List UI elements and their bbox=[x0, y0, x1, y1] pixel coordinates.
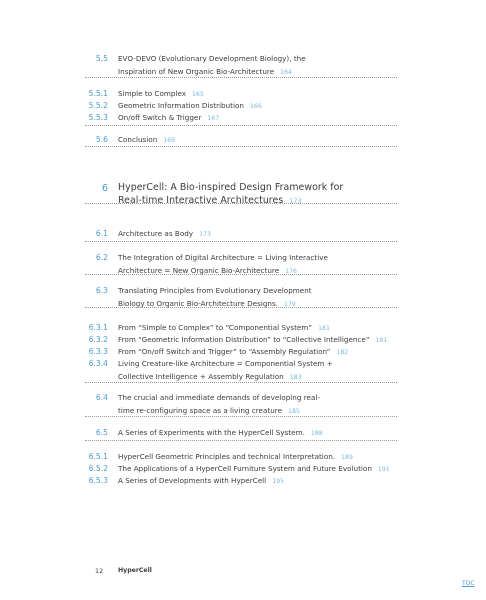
page-number: 12 bbox=[95, 567, 104, 575]
toc-entry-title-line: HyperCell Geometric Principles and technical Interpretation. bbox=[118, 452, 336, 461]
toc-entry-title-line: The Integration of Digital Architecture = Living Interactive bbox=[118, 253, 328, 262]
toc-entry-page[interactable]: 181 bbox=[375, 337, 388, 344]
toc-entry-page[interactable]: 191 bbox=[377, 466, 390, 473]
toc-entry-page[interactable]: 176 bbox=[285, 267, 297, 275]
footer-book-title: HyperCell bbox=[118, 567, 152, 574]
toc-entry-title-line: Inspiration of New Organic Bio-Architecture bbox=[118, 66, 275, 76]
toc-entry-page[interactable]: 169 bbox=[163, 137, 176, 144]
toc-entry-title-line: Collective Intelligence + Assembly Regulation bbox=[118, 371, 284, 381]
toc-entry-number: 6.3 bbox=[95, 286, 108, 295]
dotted-divider bbox=[85, 382, 397, 383]
toc-entry-number: 6.3.3 bbox=[88, 347, 108, 356]
toc-entry-page[interactable]: 173 bbox=[199, 231, 211, 238]
toc-entry-page[interactable]: 189 bbox=[341, 454, 353, 461]
toc-entry-title bbox=[118, 228, 400, 242]
toc-entry-title-line: Geometric Information Distribution bbox=[118, 101, 244, 110]
dotted-divider bbox=[85, 307, 397, 308]
toc-entry-title-line: The crucial and immediate demands of developing real- bbox=[118, 393, 320, 402]
toc-entry-number: 6.5 bbox=[95, 428, 108, 437]
toc-entry-page[interactable]: 195 bbox=[272, 478, 285, 485]
dotted-divider bbox=[85, 146, 397, 147]
toc-entry-number: 6.3.1 bbox=[88, 323, 108, 332]
toc-entry-number: 5.5.2 bbox=[88, 101, 108, 110]
toc-entry-page[interactable]: 164 bbox=[280, 68, 292, 76]
toc-entry-number: 5.6 bbox=[95, 135, 108, 144]
toc-entry-title-line: The Applications of a HyperCell Furniture System and Future Evolution bbox=[118, 464, 372, 473]
toc-entry-title-line: Simple to Complex bbox=[118, 89, 187, 98]
toc-entry-number: 6.5.3 bbox=[88, 476, 108, 485]
toc-entry-number: 6.1 bbox=[95, 229, 108, 238]
toc-entry-page[interactable]: 185 bbox=[288, 407, 300, 415]
toc-entry-title-line: Conclusion bbox=[118, 135, 158, 144]
toc-entry-number: 5.5.1 bbox=[88, 89, 108, 98]
toc-entry-title-line: EVO-DEVO (Evolutionary Development Biology), the bbox=[118, 54, 306, 63]
toc-entry-title-line: From “Geometric Information Distribution” to “Collective Intelligence” bbox=[118, 335, 370, 344]
toc-entry-title-line: A Series of Developments with HyperCell bbox=[118, 476, 267, 485]
toc-entry-number: 5.5.3 bbox=[88, 113, 108, 122]
toc-entry-title bbox=[118, 475, 400, 489]
toc-entry-page[interactable]: 182 bbox=[336, 349, 349, 356]
toc-entry-number: 6 bbox=[101, 183, 108, 194]
toc-entry-title-line: Biology to Organic Bio-Architecture Designs. bbox=[118, 298, 279, 308]
toc-entry-page[interactable]: 179 bbox=[284, 300, 296, 308]
toc-entry-page[interactable]: 173 bbox=[289, 196, 302, 205]
toc-entry-title bbox=[118, 358, 400, 384]
dotted-divider bbox=[85, 274, 397, 275]
dotted-divider bbox=[85, 416, 397, 417]
toc-entry-number: 6.4 bbox=[95, 393, 108, 402]
dotted-divider bbox=[85, 203, 397, 204]
toc-entry-number: 6.2 bbox=[95, 253, 108, 262]
toc-entry-title bbox=[118, 427, 400, 441]
toc-entry-title-line: Architecture = New Organic Bio-Architecture bbox=[118, 265, 280, 275]
toc-entry-page[interactable]: 167 bbox=[207, 115, 220, 122]
toc-entry-page[interactable]: 166 bbox=[249, 103, 262, 110]
toc-entry-title-line: time re-configuring space as a living creature bbox=[118, 405, 283, 415]
toc-entry-title-line: From “On/off Switch and Trigger” to “Assembly Regulation” bbox=[118, 347, 331, 356]
toc-entry-title-line: A Series of Experiments with the HyperCell System. bbox=[118, 428, 305, 437]
dotted-divider bbox=[85, 440, 397, 441]
toc-entry-number: 6.5.1 bbox=[88, 452, 108, 461]
toc-entry-title-line: Living Creature-like Architecture = Componential System + bbox=[118, 359, 333, 368]
toc-entry-title-line: Architecture as Body bbox=[118, 229, 194, 238]
dotted-divider bbox=[85, 77, 397, 78]
toc-entry-number: 6.3.2 bbox=[88, 335, 108, 344]
toc-entry-number: 6.3.4 bbox=[88, 359, 108, 368]
toc-entry-title bbox=[118, 112, 400, 126]
dotted-divider bbox=[85, 241, 397, 242]
toc-entry-title-line: On/off Switch & Trigger bbox=[118, 113, 202, 122]
toc-entry-title-line: HyperCell: A Bio-inspired Design Framework for bbox=[118, 182, 344, 193]
toc-link[interactable]: TOC bbox=[462, 580, 475, 587]
toc-entry-title-line: From “Simple to Complex” to “Componential System” bbox=[118, 323, 313, 332]
toc-entry-title-line: Real-time Interactive Architectures bbox=[118, 194, 284, 206]
toc-entry-title-line: Translating Principles from Evolutionary Development bbox=[118, 286, 312, 295]
toc-entry-page[interactable]: 188 bbox=[310, 430, 323, 437]
toc-entry-page[interactable]: 181 bbox=[318, 325, 330, 332]
toc-entry-page[interactable]: 165 bbox=[192, 91, 204, 98]
dotted-divider bbox=[85, 125, 397, 126]
toc-entry-page[interactable]: 183 bbox=[289, 373, 302, 381]
toc-entry-number: 5.5 bbox=[95, 54, 108, 63]
toc-entry-title bbox=[118, 392, 400, 418]
toc-entry-title bbox=[118, 53, 400, 79]
toc-entry-number: 6.5.2 bbox=[88, 464, 108, 473]
